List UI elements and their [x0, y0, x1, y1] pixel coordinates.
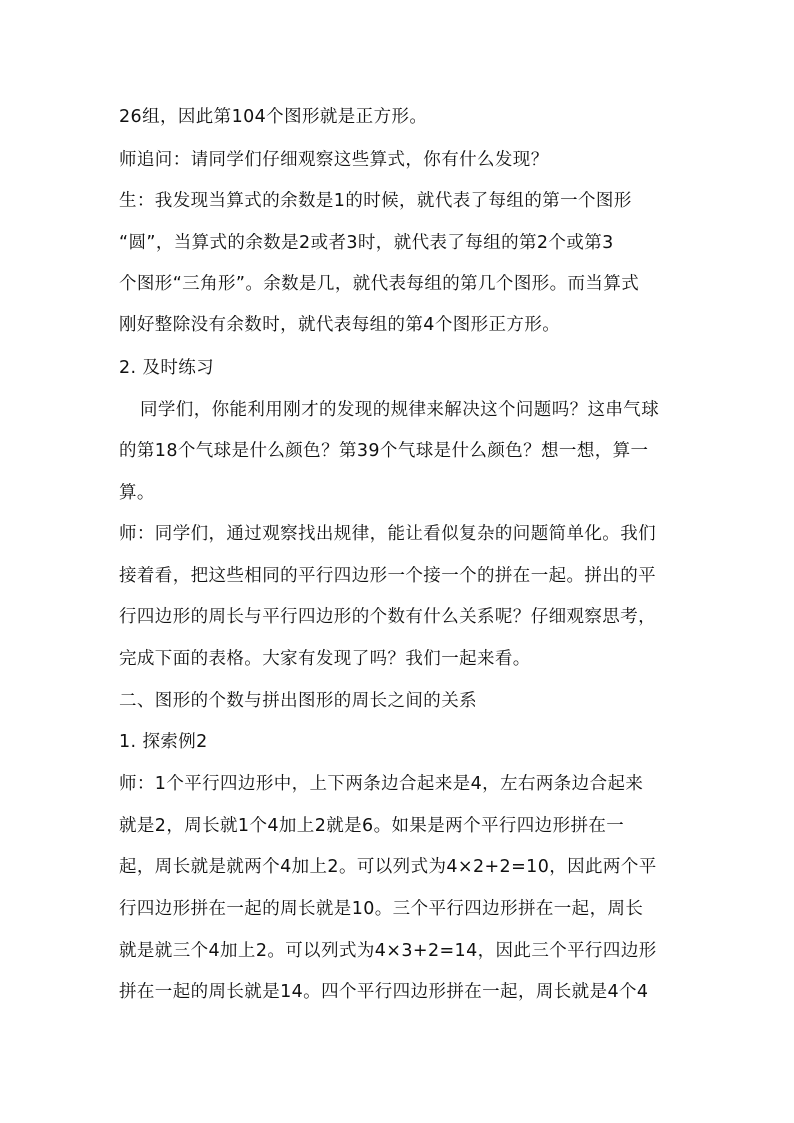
text-line: 师追问：请同学们仔细观察这些算式，你有什么发现？	[119, 150, 549, 170]
section-heading: 2. 及时练习	[119, 358, 215, 378]
text-line: 师：1个平行四边形中，上下两条边合起来是4，左右两条边合起来	[119, 774, 644, 794]
text-line: 生：我发现当算式的余数是1的时候，就代表了每组的第一个图形	[119, 191, 632, 211]
text-line: 26组，因此第104个图形就是正方形。	[119, 107, 428, 127]
text-line: 完成下面的表格。大家有发现了吗？我们一起来看。	[119, 649, 531, 669]
text-line: 刚好整除没有余数时，就代表每组的第4个图形正方形。	[119, 315, 561, 335]
text-line: 起，周长就是就两个4加上2。可以列式为4×2+2=10，因此两个平	[119, 857, 657, 877]
text-line: 行四边形拼在一起的周长就是10。三个平行四边形拼在一起，周长	[119, 899, 644, 919]
text-line: 拼在一起的周长就是14。四个平行四边形拼在一起，周长就是4个4	[119, 982, 649, 1002]
text-line: 的第18个气球是什么颜色？第39个气球是什么颜色？想一想，算一	[119, 441, 649, 461]
text-line: 就是2，周长就1个4加上2就是6。如果是两个平行四边形拼在一	[119, 816, 625, 836]
section-heading: 1. 探索例2	[119, 732, 208, 752]
text-line: 同学们，你能利用刚才的发现的规律来解决这个问题吗？这串气球	[140, 400, 660, 420]
text-line: “圆”，当算式的余数是2或者3时，就代表了每组的第2个或第3	[119, 233, 614, 253]
text-line: 算。	[119, 483, 155, 503]
text-line: 个图形“三角形”。余数是几，就代表每组的第几个图形。而当算式	[119, 274, 640, 294]
text-line: 师：同学们，通过观察找出规律，能让看似复杂的问题简单化。我们	[119, 524, 656, 544]
text-line: 就是就三个4加上2。可以列式为4×3+2=14，因此三个平行四边形	[119, 941, 657, 961]
text-line: 行四边形的周长与平行四边形的个数有什么关系呢？仔细观察思考，	[119, 607, 656, 627]
text-line: 接着看，把这些相同的平行四边形一个接一个的拼在一起。拼出的平	[119, 566, 656, 586]
section-heading: 二、图形的个数与拼出图形的周长之间的关系	[119, 691, 477, 711]
